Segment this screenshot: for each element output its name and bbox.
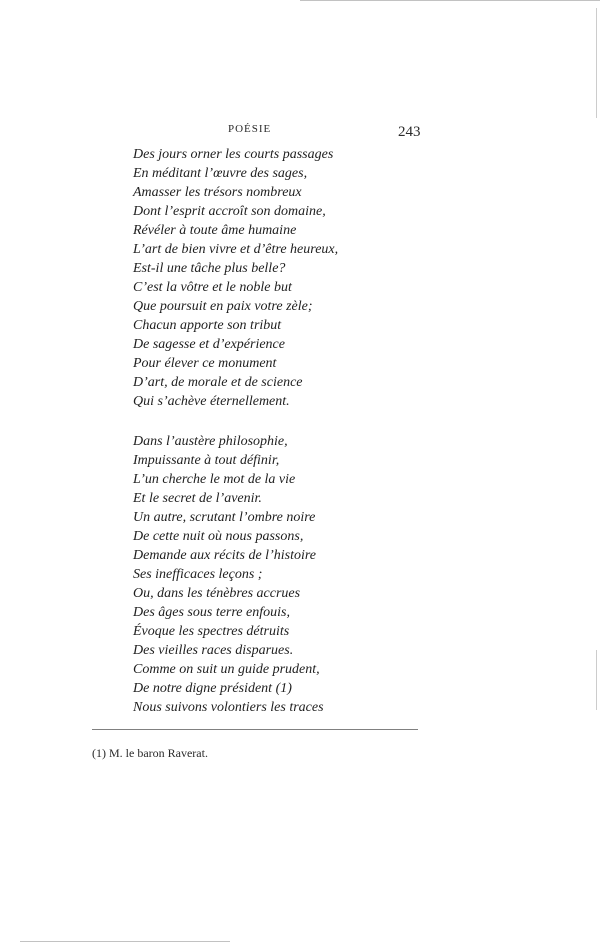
poem-line: En méditant l’œuvre des sages, — [133, 166, 308, 181]
poem-line: L’un cherche le mot de la vie — [133, 472, 296, 487]
poem-line: D’art, de morale et de science — [133, 375, 303, 390]
poem-line: Nous suivons volontiers les traces — [133, 700, 324, 715]
poem-line: Impuissante à tout définir, — [133, 453, 280, 468]
poem-line: Évoque les spectres détruits — [133, 624, 290, 639]
poem-line: C’est la vôtre et le noble but — [133, 280, 292, 295]
poem-line: Dont l’esprit accroît son domaine, — [133, 204, 326, 219]
poem-stanza-2 — [133, 432, 324, 717]
scan-edge-mark — [20, 941, 230, 942]
poem-line: Pour élever ce monument — [133, 356, 277, 371]
scan-edge-mark — [300, 0, 600, 1]
scan-edge-mark — [596, 650, 597, 710]
poem-line: Et le secret de l’avenir. — [133, 491, 262, 506]
poem-line: Qui s’achève éternellement. — [133, 394, 290, 409]
poem-line: Des jours orner les courts passages — [133, 147, 334, 162]
poem-line: Demande aux récits de l’histoire — [133, 548, 316, 563]
poem-line: De cette nuit où nous passons, — [133, 529, 304, 544]
poem-line: Ou, dans les ténèbres accrues — [133, 586, 301, 601]
poem-line: Dans l’austère philosophie, — [133, 434, 288, 449]
poem-line: De sagesse et d’expérience — [133, 337, 285, 352]
poem-line: Un autre, scrutant l’ombre noire — [133, 510, 316, 525]
footnote-divider — [92, 729, 418, 730]
page-number: 243 — [398, 124, 421, 140]
poem-line: Des âges sous terre enfouis, — [133, 605, 290, 620]
poem-line: L’art de bien vivre et d’être heureux, — [133, 242, 339, 257]
poem-line: Révéler à toute âme humaine — [133, 223, 297, 238]
poem-line: Des vieilles races disparues. — [133, 643, 294, 658]
poem-line: Comme on suit un guide prudent, — [133, 662, 320, 677]
poem-line: Amasser les trésors nombreux — [133, 185, 302, 200]
poem-line: De notre digne président (1) — [133, 681, 292, 696]
scan-edge-mark — [596, 8, 597, 118]
poem-stanza-1 — [133, 145, 338, 411]
footnote: (1) M. le baron Raverat. — [92, 746, 208, 760]
poem-line: Ses inefficaces leçons ; — [133, 567, 263, 582]
poem-line: Chacun apporte son tribut — [133, 318, 282, 333]
poem-line: Que poursuit en paix votre zèle; — [133, 299, 313, 314]
running-header-title: POÉSIE — [228, 123, 272, 135]
poem-line: Est-il une tâche plus belle? — [133, 261, 286, 276]
